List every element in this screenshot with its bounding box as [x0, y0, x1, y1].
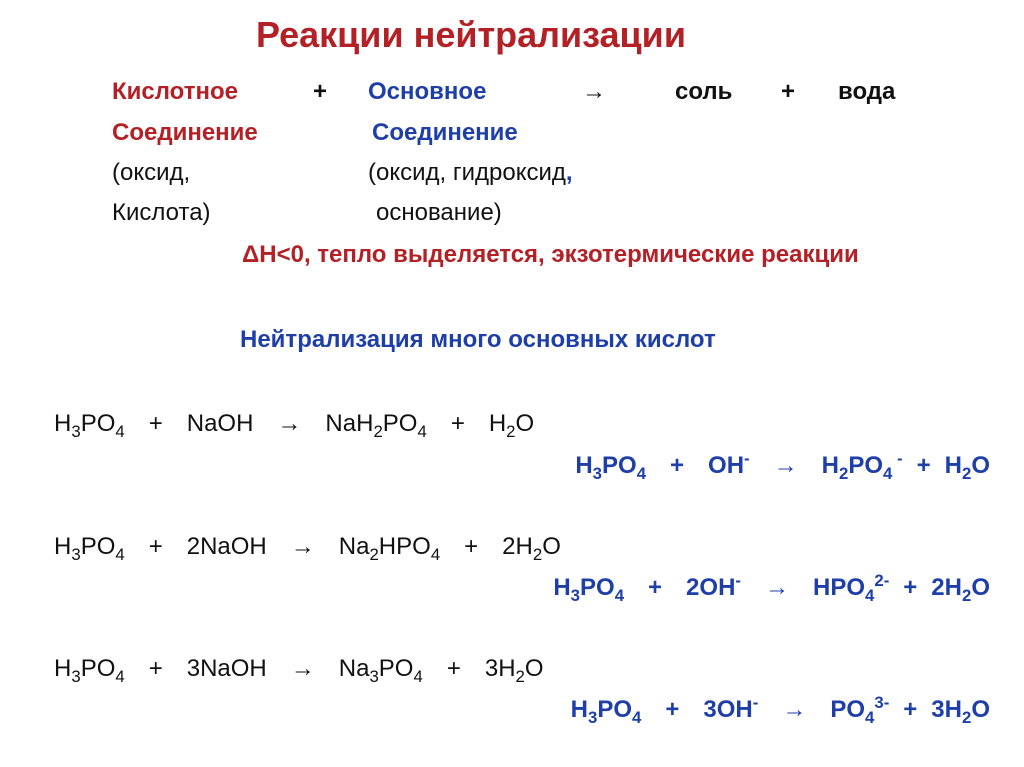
scheme-plus-1: +: [313, 78, 328, 105]
equation-3-ionic: $H_3PO_4 + 3OH^- \to PO_4^{3-} + 3H_2O$: [570, 692, 990, 727]
equation-1-molecular: $H_3PO_4$ + NaOH → $NaH_2PO_4 + H_2O$: [54, 410, 535, 441]
acid-label: Кислотное: [112, 78, 238, 105]
base-note-1: (оксид, гидроксид,: [368, 159, 573, 186]
slide-subtitle: Нейтрализация много основных кислот: [240, 326, 716, 353]
base-note-2: основание): [376, 199, 502, 226]
slide-title: Реакции нейтрализации: [256, 14, 686, 55]
equation-2-molecular: $H_3PO_4$ + 2NaOH → $Na_2HPO_4 + 2H_2O$: [54, 533, 561, 564]
water-label: вода: [838, 78, 896, 105]
salt-label: соль: [675, 78, 733, 105]
base-note-1-comma: ,: [565, 159, 573, 186]
acid-compound-label: Соединение: [112, 119, 258, 146]
scheme-arrow: →: [582, 78, 606, 105]
equation-3-molecular: $H_3PO_4$ + 3NaOH → $Na_3PO_4 + 3H_2O$: [54, 655, 544, 686]
acid-note-2: Кислота): [112, 199, 211, 226]
scheme-plus-2: +: [781, 78, 796, 105]
equation-2-ionic: $H_3PO_4 + 2OH^- \to HPO_4^{2-} + 2H_2O$: [553, 570, 990, 605]
enthalpy-note: ΔH<0, тепло выделяется, экзотермические реакции: [242, 241, 859, 268]
base-compound-label: Соединение: [372, 119, 518, 146]
base-label: Основное: [368, 78, 487, 105]
equation-1-ionic: $H_3PO_4 + OH^- \to H_2PO_4$ $^- + H_2O$: [575, 448, 990, 483]
acid-note-1: (оксид,: [112, 159, 191, 186]
